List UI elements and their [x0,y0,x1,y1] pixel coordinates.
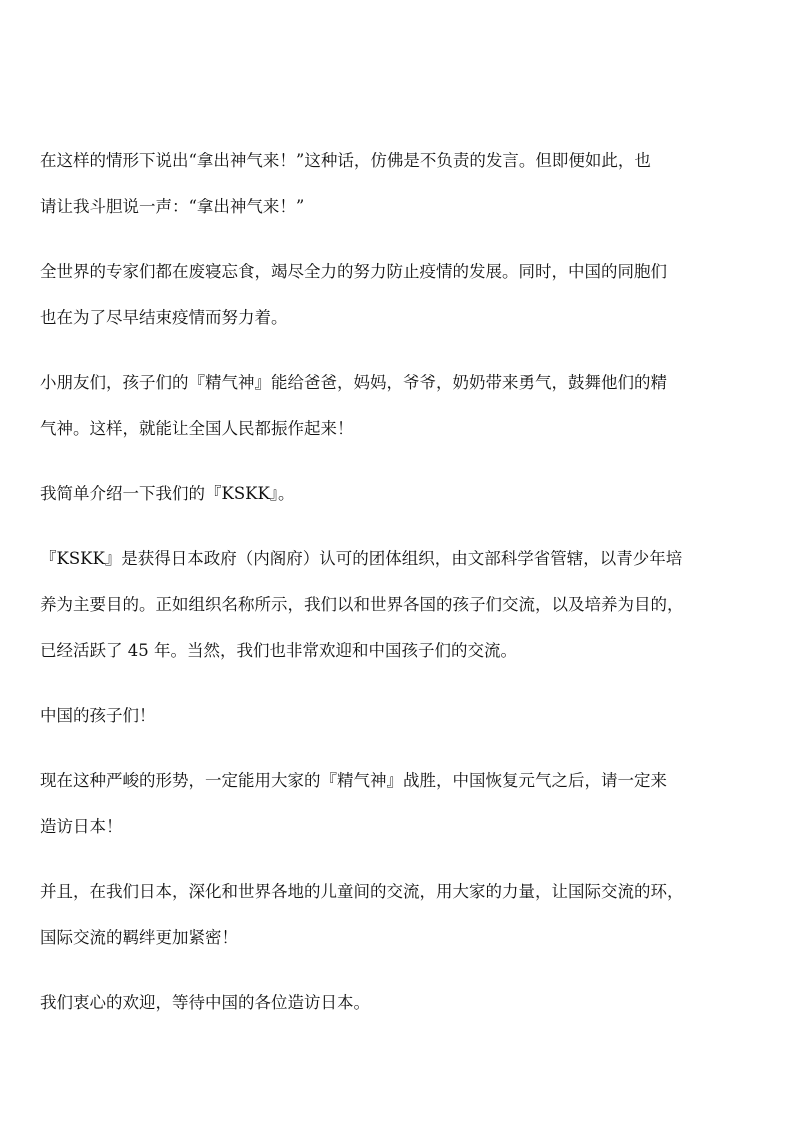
text-line: 小朋友们，孩子们的『精气神』能给爸爸，妈妈，爷爷，奶奶带来勇气，鼓舞他们的精 [40,373,667,392]
text-line: 气神。这样，就能让全国人民都振作起来！ [40,419,354,438]
paragraph [40,471,770,517]
text-line: 我简单介绍一下我们的『KSKK』。 [40,484,295,503]
paragraph [40,360,770,452]
text-line: 也在为了尽早结束疫情而努力着。 [40,308,288,327]
text-line: 国际交流的羁绊更加紧密！ [40,928,238,947]
text-line: 已经活跃了 45 年。当然，我们也非常欢迎和中国孩子们的交流。 [40,641,517,660]
text-line: 造访日本！ [40,817,123,836]
text-line: 现在这种严峻的形势，一定能用大家的『精气神』战胜，中国恢复元气之后，请一定来 [40,771,667,790]
text-line: 在这样的情形下说出“拿出神气来！”这种话，仿佛是不负责的发言。但即便如此，也 [40,151,651,170]
paragraph [40,249,770,341]
text-line: 中国的孩子们！ [40,706,156,725]
text-line: 全世界的专家们都在废寝忘食，竭尽全力的努力防止疫情的发展。同时，中国的同胞们 [40,262,667,281]
paragraph [40,980,770,1026]
text-line: 养为主要目的。正如组织名称所示，我们以和世界各国的孩子们交流，以及培养为目的， [40,595,684,614]
paragraph [40,693,770,739]
text-line: 并且，在我们日本，深化和世界各地的儿童间的交流，用大家的力量，让国际交流的环， [40,882,684,901]
paragraph [40,138,770,230]
text-line: 我们衷心的欢迎，等待中国的各位造访日本。 [40,993,370,1012]
text-line: 请让我斗胆说一声：“拿出神气来！” [40,197,305,216]
paragraph [40,758,770,850]
text-line: 『KSKK』是获得日本政府（内阁府）认可的团体组织，由文部科学省管辖，以青少年培 [40,549,683,568]
document-body [40,138,770,1045]
paragraph [40,869,770,961]
paragraph [40,536,770,674]
